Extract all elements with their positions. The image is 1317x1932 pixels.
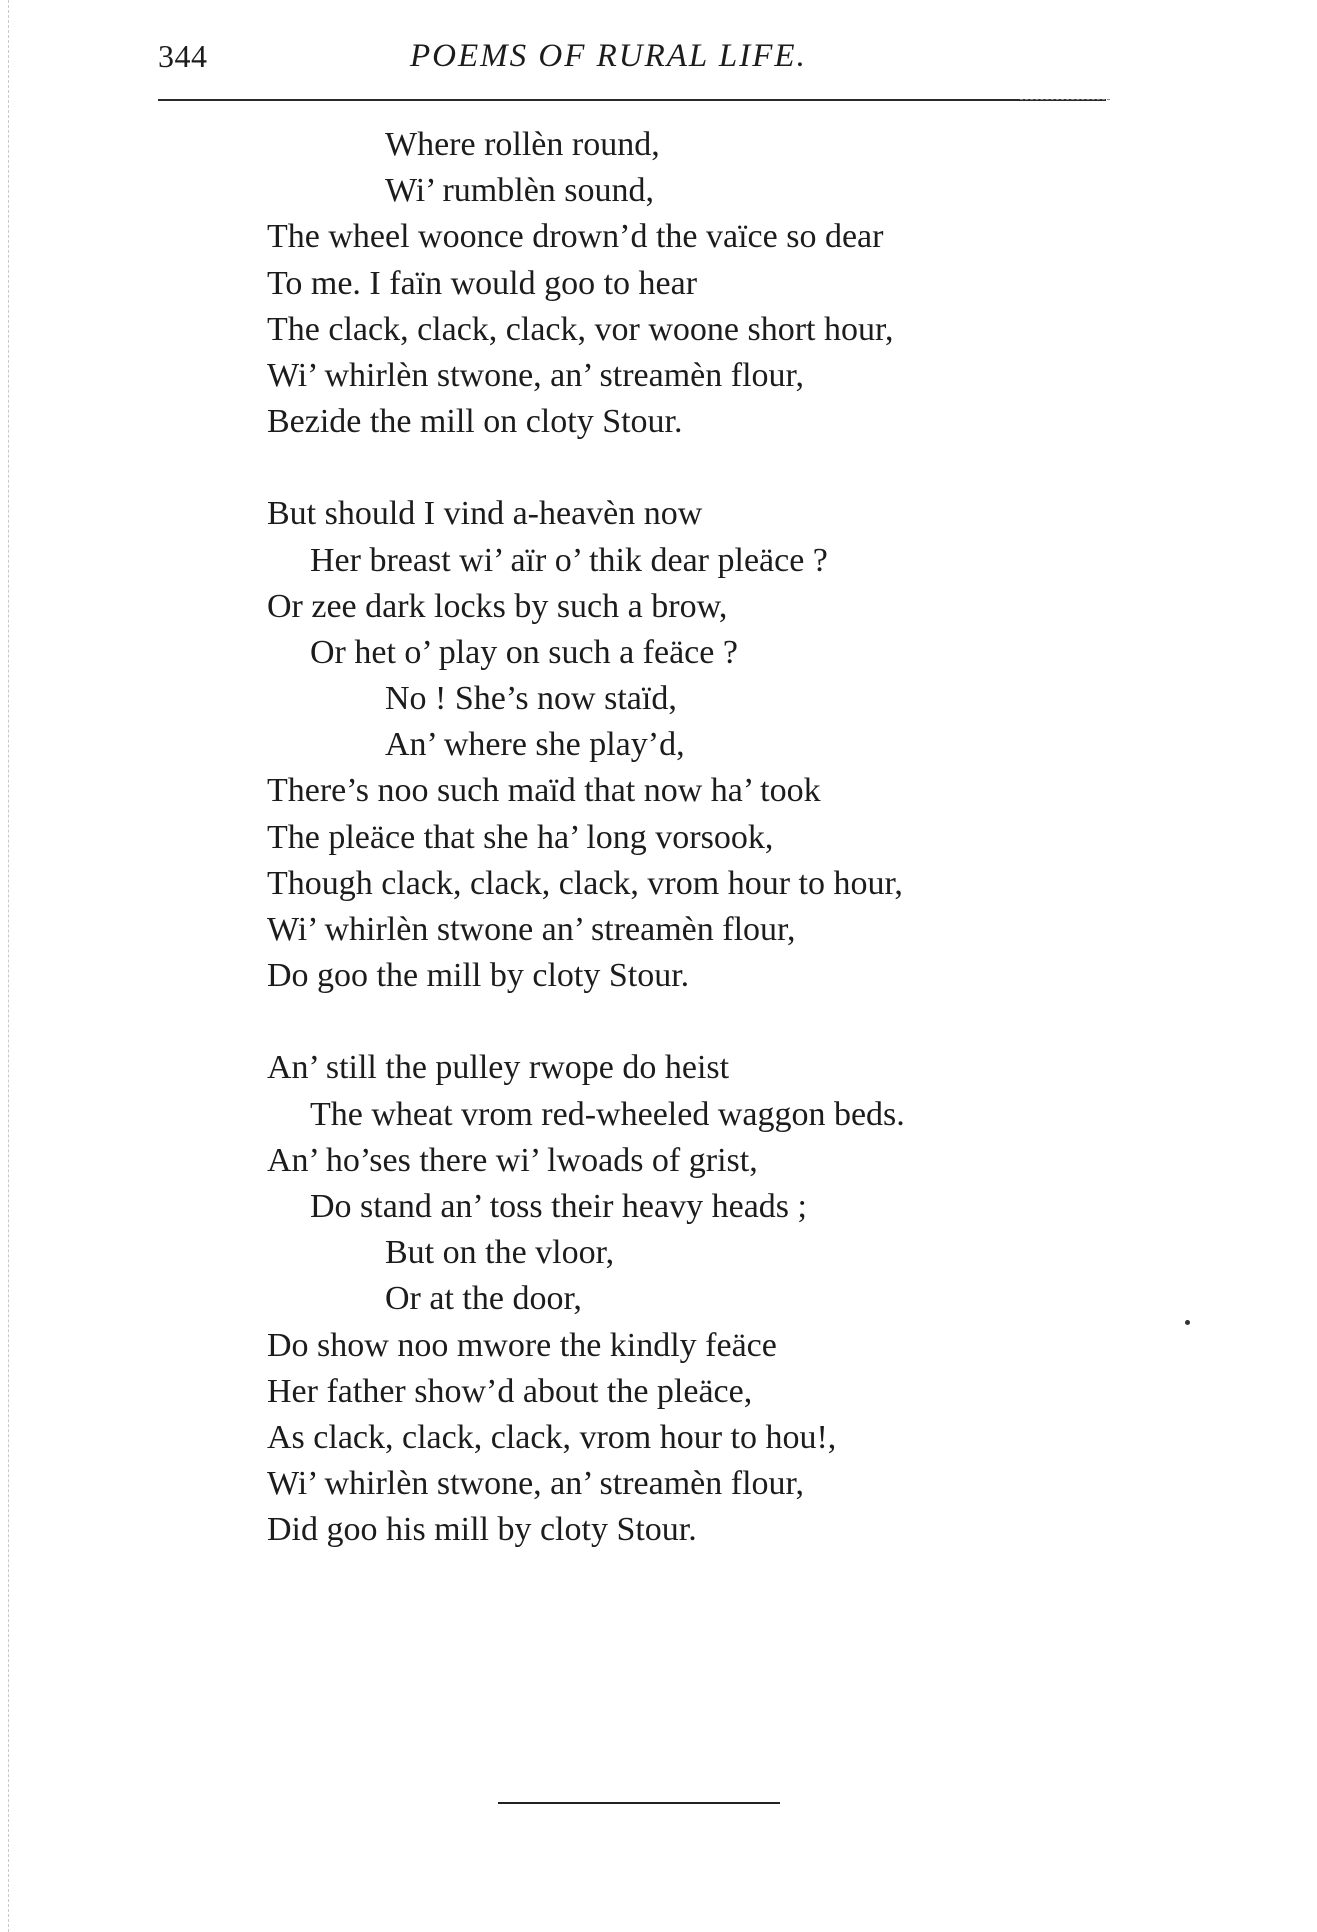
poem-line: Wi’ whirlèn stwone an’ streamèn flour,: [267, 911, 796, 948]
poem-line: Where rollèn round,: [385, 126, 660, 163]
poem-line: The wheat vrom red-wheeled waggon beds.: [310, 1095, 905, 1133]
poem-line: The wheel woonce drown’d the vaïce so dear: [267, 218, 884, 256]
poem-line: As clack, clack, clack, vrom hour to hou!,: [267, 1418, 837, 1456]
poem-line: Did goo his mill by cloty Stour.: [267, 1511, 697, 1549]
poem-line: Wi’ rumblèn sound,: [385, 172, 655, 210]
poem-line: There’s noo such maïd that now ha’ took: [267, 772, 821, 810]
poem-line: Or zee dark locks by such a brow,: [267, 587, 728, 625]
poem-line: Do goo the mill by cloty Stour.: [267, 957, 690, 995]
poem-line: But on the vloor,: [385, 1234, 615, 1272]
poem-line: Do show noo mwore the kindly feäce: [267, 1326, 777, 1364]
poem-line: Her breast wi’ aïr o’ thik dear pleäce ?: [310, 541, 828, 579]
ink-speck: [1185, 1320, 1190, 1325]
poem-line: Bezide the mill on cloty Stour.: [267, 403, 683, 441]
poem-line: An’ where she play’d,: [385, 726, 685, 764]
page-edge-line: [8, 0, 9, 1932]
poem-line: Do stand an’ toss their heavy heads ;: [310, 1187, 807, 1225]
poem-line: Wi’ whirlèn stwone, an’ streamèn flour,: [267, 1465, 804, 1503]
end-rule: [498, 1802, 780, 1804]
stanza: [267, 491, 1127, 999]
poem-line: Or at the door,: [385, 1280, 582, 1318]
header-rule-tail: [1020, 99, 1110, 100]
stanza: [267, 122, 1127, 445]
poem-line: But should I vind a-heavèn now: [267, 495, 703, 533]
running-title: POEMS OF RURAL LIFE.: [410, 38, 807, 74]
poem-line: No ! She’s now staïd,: [385, 680, 677, 718]
poem-line: The pleäce that she ha’ long vorsook,: [267, 818, 774, 856]
header-rule: [158, 99, 1106, 101]
page-number: 344: [158, 38, 208, 74]
poem-body: [267, 122, 1127, 1553]
poem-line: Wi’ whirlèn stwone, an’ streamèn flour,: [267, 356, 804, 394]
poem-line: Her father show’d about the pleäce,: [267, 1372, 753, 1410]
poem-line: An’ still the pulley rwope do heist: [267, 1049, 730, 1087]
page-header: [158, 34, 1118, 90]
poem-line: To me. I faïn would goo to hear: [267, 264, 698, 302]
poem-line: An’ ho’ses there wi’ lwoads of grist,: [267, 1141, 758, 1179]
stanza: [267, 1045, 1127, 1553]
poem-line: Though clack, clack, clack, vrom hour to hour,: [267, 864, 903, 902]
poem-line: The clack, clack, clack, vor woone short hour,: [267, 310, 894, 348]
poem-line: Or het o’ play on such a feäce ?: [310, 633, 738, 671]
